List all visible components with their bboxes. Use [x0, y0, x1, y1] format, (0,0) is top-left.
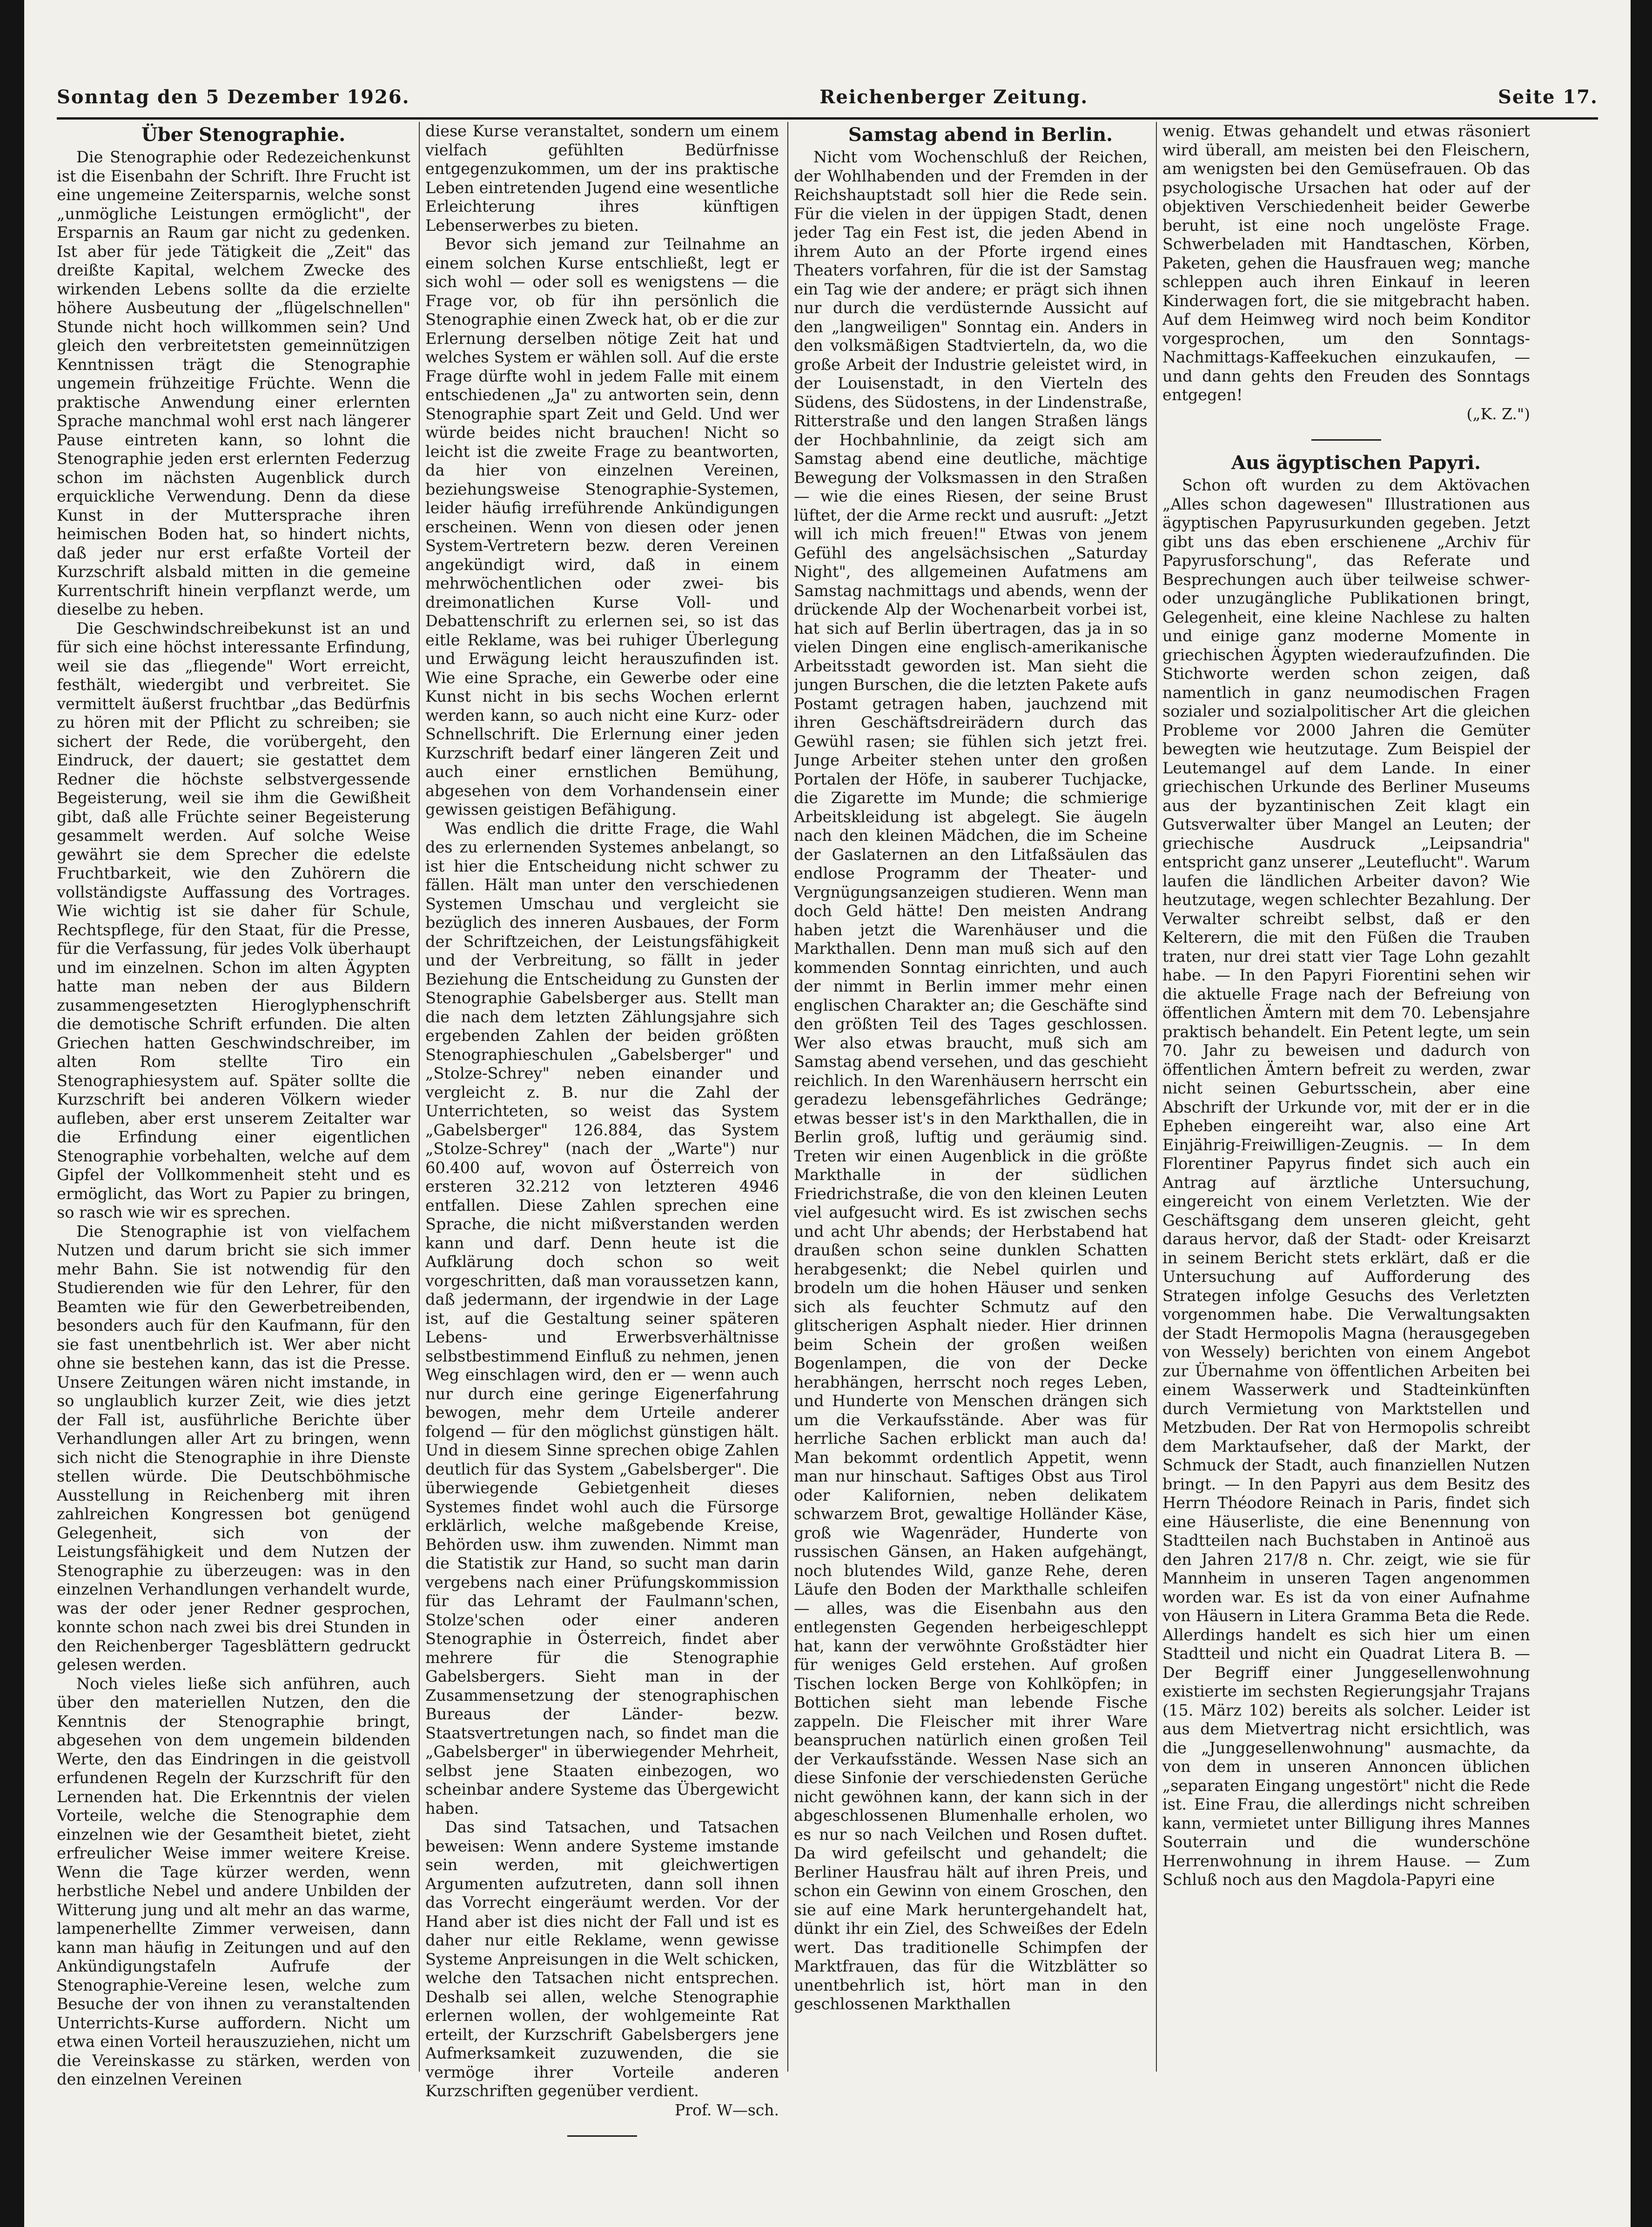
- column-divider: [787, 122, 788, 2072]
- column-2: [425, 122, 779, 2197]
- article-separator-rule: [1311, 439, 1381, 441]
- header-date: Sonntag den 5 Dezember 1926.: [57, 86, 410, 108]
- column-1: [57, 122, 410, 2197]
- byline: Prof. W—sch.: [675, 2100, 779, 2119]
- newspaper-page: [24, 0, 1631, 2227]
- column-divider: [1156, 122, 1157, 2072]
- paragraph: Die Stenographie ist von vielfachem Nutzen und darum bricht sie sich immer mehr Bahn. Sie ist notwendig für den Studierenden wie für den Lehrer, für den Beamten wie für den Gewerbetreibenden, besonders auch für den Kaufmann, für den sie fast unentbehrlich ist. Wer aber nicht ohne sie bestehen kann, das ist die Presse. Unsere Zeitungen wären nicht imstande, in so unglaublich kurzer Zeit, wie dies jetzt der Fall ist, ausführliche Berichte über Verhandlungen aller Art zu bringen, wenn sich nicht die Stenographie in ihre Dienste stellen würde. Die Deutschböhmische Ausstellung in Reichenberg mit ihren zahlreichen Kongressen bot genügend Gelegenheit, sich von der Leistungsfähigkeit und dem Nutzen der Stenographie zu überzeugen: was in den einzelnen Verhandlungen verhandelt wurde, was der oder jener Redner gesprochen, konnte schon nach zwei bis drei Stunden in den Reichenberger Tagesblättern gedruckt gelesen werden.: [57, 1222, 410, 1674]
- column-3: [794, 122, 1148, 2197]
- paragraph: Schon oft wurden zu dem Aktövachen „Alles schon dagewesen" Illustrationen aus ägyptischen Papyrusurkunden gegeben. Jetzt gibt uns das eben erschienene „Archiv für Papyrusforschung", das Referate und Besprechungen auch über teilweise schwer- oder unzugängliche Publikationen bringt, Gelegenheit, eine kleine Nachlese zu halten und einige ganz moderne Momente in griechischen Ägypten wiederaufzufinden. Die Stichworte werden schon zeigen, daß namentlich in ganz neumodischen Fragen sozialer und sozialpolitischer Art die gleichen Probleme vor 2000 Jahren die Gemüter bewegten wie heutzutage. Zum Beispiel der Leutemangel auf dem Lande. In einer griechischen Urkunde des Berliner Museums aus der byzantinischen Zeit klagt ein Gutsverwalter über Mangel an Leuten; der griechische Ausdruck „Leipsandria" entspricht ganz unserer „Leuteflucht". Warum laufen die ländlichen Arbeiter davon? Wie heutzutage, wegen schlechter Bezahlung. Der Verwalter schreibt selbst, daß er den Kelterern, die mit den Füßen die Trauben traten, nur drei statt vier Tage Lohn gezahlt habe. — In den Papyri Fiorentini sehen wir die aktuelle Frage nach der Befreiung von öffentlichen Ämtern mit dem 70. Lebensjahre praktisch behandelt. Ein Petent legte, um sein 70. Jahr zu beweisen und dadurch von öffentlichen Ämtern befreit zu werden, zwar nicht seinen Geburtsschein, aber eine Abschrift der Urkunde vor, mit der er in die Epheben eingereiht war, also eine Art Einjährig-Freiwilligen-Zeugnis. — In dem Florentiner Papyrus findet sich auch ein Antrag auf ärztliche Untersuchung, eingereicht von einem Verletzten. Wie der Geschäftsgang dem unseren gleicht, geht daraus hervor, daß der Stadt- oder Kreisarzt in seinem Bericht stets erklärt, daß er die Untersuchung auf Aufforderung des Strategen infolge Gesuchs des Verletzten vorgenommen habe. Die Verwaltungsakten der Stadt Hermopolis Magna (herausgegeben von Wessely) berichten von einem Angebot zur Übernahme von öffentlichen Arbeiten bei einem Wasserwerk und Stadteinkünften durch Vermietung von Marktstellen und Metzbuden. Der Rat von Hermopolis schreibt dem Marktaufseher, daß der Markt, der Schmuck der Stadt, auch finanziellen Nutzen bringt. — In den Papyri aus dem Besitz des Herrn Théodore Reinach in Paris, findet sich eine Häuserliste, die eine Benennung von Stadtteilen nach Buchstaben in Antinoë aus den Jahren 217/8 n. Chr. zeigt, wie sie für Mannheim in unseren Tagen angenommen worden war. Es ist da von einer Aufnahme von Häusern in Litera Gramma Beta die Rede. Allerdings handelt es sich hier um einen Stadtteil und nicht ein Quadrat Litera B. — Der Begriff einer Junggesellenwohnung existierte im sechsten Regierungsjahr Trajans (15. März 102) bereits als solcher. Leider ist aus dem Mietvertrag nicht ersichtlich, was die „Junggesellenwohnung" ausmachte, da von dem in unseren Annoncen üblichen „separaten Eingang ungestört" nicht die Rede ist. Eine Frau, die allerdings nicht schreiben kann, vermietet unter Billigung ihres Mannes Souterrain und die wunderschöne Herrenwohnung in ihrem Hause. — Zum Schluß noch aus den Magdola-Papyri eine: [1162, 476, 1530, 1889]
- paragraph: Bevor sich jemand zur Teilnahme an einem solchen Kurse entschließt, legt er sich wohl — oder soll es wenigstens — die Frage vor, ob für ihn persönlich die Stenographie einen Zweck hat, ob er die zur Erlernung derselben nötige Zeit hat und welches System er wählen soll. Auf die erste Frage dürfte wohl in jedem Falle mit einem entschiedenen „Ja" zu antworten sein, denn Stenographie spart Zeit und Geld. Und wer würde beides nicht brauchen! Nicht so leicht ist die zweite Frage zu beantworten, da hier von einzelnen Vereinen, beziehungsweise Stenographie-Systemen, leider häufig irreführende Ankündigungen erscheinen. Wenn von diesen oder jenen System-Vertretern bezw. deren Vereinen angekündigt wird, daß in einem mehrwöchentlichen oder zwei- bis dreimonatlichen Kurse Voll- und Debattenschrift zu erlernen sei, so ist das eitle Reklame, was bei ruhiger Überlegung und Erwägung leicht herauszufinden ist. Wie eine Sprache, ein Gewerbe oder eine Kunst nicht in bis sechs Wochen erlernt werden kann, so auch nicht eine Kurz- oder Schnellschrift. Die Erlernung einer jeden Kurzschrift bedarf einer längeren Zeit und auch einer ernstlichen Bemühung, abgesehen von dem Vorhandensein einer gewissen geistigen Befähigung.: [425, 235, 779, 818]
- paragraph: Die Stenographie oder Redezeichenkunst ist die Eisenbahn der Schrift. Ihre Frucht ist eine ungemeine Zeitersparnis, welche sonst „unmögliche Leistungen ermöglicht", der Ersparnis an Raum gar nicht zu gedenken. Ist aber für jede Tätigkeit die „Zeit" das dreißte Kapital, welchem Zwecke des wirkenden Lebens sollte da die erzielte höhere Ausbeutung der „flügelschnellen" Stunde nicht hoch willkommen sein? Und gleich den verbreitetsten gemeinnützigen Kenntnissen trägt die Stenographie ungemein frühzeitige Früchte. Wenn die praktische Anwendung einer erlernten Sprache manchmal wohl erst nach längerer Pause eintreten kann, so lohnt die Stenographie jeden erst erlernten Federzug schon im nächsten Augenblick durch erquickliche Verwendung. Denn da diese Kunst in der Muttersprache ihren heimischen Boden hat, so hindert nichts, daß jeder nur erst erfaßte Vorteil der Kurzschrift alsbald mitten in die gemeine Kurrentschrift hinein verpflanzt werde, um dieselbe zu heben.: [57, 148, 410, 618]
- article-title-papyri: Aus ägyptischen Papyri.: [1231, 452, 1481, 474]
- column-divider: [419, 122, 420, 2072]
- article-title-berlin: Samstag abend in Berlin.: [848, 124, 1113, 146]
- paragraph: Die Geschwindschreibekunst ist an und für sich eine höchst interessante Erfindung, weil sie das „fliegende" Wort erreicht, festhält, wiedergibt und verbreitet. Sie vermittelt äußerst fruchtbar „das Bedürfnis zu hören mit der Pflicht zu schreiben; sie sichert der Rede, die vorübergeht, den Eindruck, der dauert; sie gestattet dem Redner die höchste selbstvergessende Begeisterung, weil sie ihm die Gewißheit gibt, daß alle Früchte seiner Begeisterung gesammelt werden. Auf solche Weise gewährt sie dem Sprecher die edelste Fruchtbarkeit, wie den Zuhörern die vollständigste Auffassung des Vortrages. Wie wichtig ist sie daher für Schule, Rechtspflege, für den Staat, für die Presse, für die Verfassung, für jedes Volk überhaupt und im einzelnen. Schon im alten Ägypten hatte man neben der aus Bildern zusammengesetzten Hieroglyphenschrift die demotische Schrift erfunden. Die alten Griechen hatten Geschwindschreiber, im alten Rom stellte Tiro ein Stenographiesystem auf. Später sollte die Kurzschrift bei anderen Völkern wieder aufleben, aber erst unserem Zeitalter war die Erfindung einer eigentlichen Stenographie vorbehalten, welche auf dem Gipfel der Vollkommenheit steht und es ermöglicht, das Wort zu Papier zu bringen, so rasch wie wir es sprechen.: [57, 619, 410, 1221]
- article-end-rule: [567, 2135, 637, 2137]
- paragraph: Das sind Tatsachen, und Tatsachen beweisen: Wenn andere Systeme imstande sein werden, mit gleichwertigen Argumenten aufzutreten, dann soll ihnen das Vorrecht eingeräumt werden. Vor der Hand aber ist dies nicht der Fall und ist es daher nur eitle Reklame, wenn gewisse Systeme Anpreisungen in die Welt schicken, welche den Tatsachen nicht entsprechen. Deshalb sei allen, welche Stenographie erlernen wollen, der wohlgemeinte Rat erteilt, der Kurzschrift Gabelsbergers jene Aufmerksamkeit zuzuwenden, die sie vermöge ihrer Vorteile anderen Kurzschriften gegenüber verdient.: [425, 1818, 779, 2100]
- byline: („K. Z."): [1466, 404, 1530, 423]
- header-page-number: Seite 17.: [1498, 86, 1598, 108]
- page-header: [57, 78, 1598, 115]
- header-masthead: Reichenberger Zeitung.: [819, 86, 1088, 108]
- paragraph: Noch vieles ließe sich anführen, auch über den materiellen Nutzen, den die Kenntnis der Stenographie bringt, abgesehen von dem ungemein bildenden Werte, den das Eindringen in die geistvoll erfundenen Regeln der Kurzschrift für den Lernenden hat. Die Erkenntnis der vielen Vorteile, welche die Stenographie dem einzelnen wie der Gesamtheit bietet, zieht erfreulicher Weise immer weitere Kreise. Wenn die Tage kürzer werden, wenn herbstliche Nebel und andere Unbilden der Witterung jung und alt mehr an das warme, lampenerhellte Zimmer verweisen, dann kann man häufig in Zeitungen und auf den Ankündigungstafeln Aufrufe der Stenographie-Vereine lesen, welche zum Besuche der von ihnen zu veranstaltenden Unterrichts-Kurse auffordern. Nicht um etwa einen Vorteil herauszuziehen, nicht um die Vereinskasse zu stärken, werden von den einzelnen Vereinen: [57, 1674, 410, 2088]
- paragraph: Was endlich die dritte Frage, die Wahl des zu erlernenden Systemes anbelangt, so ist hier die Entscheidung nicht schwer zu fällen. Hält man unter den verschiedenen Systemen Umschau und vergleicht sie bezüglich des inneren Ausbaues, der Form der Schriftzeichen, der Leistungsfähigkeit und der Verbreitung, so fällt in jeder Beziehung die Entscheidung zu Gunsten der Stenographie Gabelsberger aus. Stellt man die nach dem letzten Zählungsjahre sich ergebenden Zahlen der beiden größten Stenographieschulen „Gabelsberger" und „Stolze-Schrey" neben einander und vergleicht z. B. nur die Zahl der Unterrichteten, so weist das System „Gabelsberger" 126.884, das System „Stolze-Schrey" (nach der „Warte") nur 60.400 auf, wovon auf Österreich von ersteren 32.212 von letzteren 4946 entfallen. Diese Zahlen sprechen eine Sprache, die nicht mißverstanden werden kann und darf. Denn heute ist die Aufklärung doch schon so weit vorgeschritten, daß man voraussetzen kann, daß jedermann, der irgendwie in der Lage ist, auf die Gestaltung seiner späteren Lebens- und Erwerbsverhältnisse selbstbestimmend Einfluß zu nehmen, jenen Weg einschlagen wird, den er — wenn auch nur durch eine geringe Eigenerfahrung bewogen, mehr dem Urteile anderer folgend — für den möglichst günstigen hält. Und in diesem Sinne sprechen obige Zahlen deutlich für das System „Gabelsberger". Die überwiegende Gebietgenheit dieses Systemes findet wohl auch die Fürsorge erklärlich, welche maßgebende Kreise, Behörden usw. ihm zuwenden. Nimmt man die Statistik zur Hand, so sucht man darin vergebens nach einer Prüfungskommission für das Lehramt der Faulmann'schen, Stolze'schen oder einer anderen Stenographie in Österreich, findet aber mehrere für die Stenographie Gabelsbergers. Sieht man in der Zusammensetzung der stenographischen Bureaus der Länder- bezw. Staatsvertretungen nach, so findet man die „Gabelsberger" in überwiegender Mehrheit, selbst jene Staaten einbezogen, wo scheinbar andere Systeme das Übergewicht haben.: [425, 819, 779, 1818]
- paragraph: wenig. Etwas gehandelt und etwas räsoniert wird überall, am meisten bei den Fleischern, am wenigsten bei den Gemüsefrauen. Ob das psychologische Ursachen hat oder auf der objektiven Verschiedenheit beider Gewerbe beruht, ist eine noch ungelöste Frage. Schwerbeladen mit Handtaschen, Körben, Paketen, gehen die Hausfrauen weg; manche schleppen auch ihren Einkauf in leeren Kinderwagen fort, die sie mitgebracht haben. Auf dem Heimweg wird noch beim Konditor vorgesprochen, um den Sonntags-Nachmittags-Kaffeekuchen einzukaufen, — und dann gehts den Freuden des Sonntags entgegen!: [1162, 122, 1530, 404]
- article-title-stenographie: Über Stenographie.: [141, 124, 346, 146]
- paragraph: Nicht vom Wochenschluß der Reichen, der Wohlhabenden und der Fremden in der Reichshauptstadt soll hier die Rede sein. Für die vielen in der üppigen Stadt, denen jeder Tag ein Fest ist, die jeden Abend in ihrem Auto an der Pforte irgend eines Theaters vorfahren, für die ist der Samstag ein Tag wie der andere; er prägt sich ihnen nur durch die verdüsternde Aussicht auf den „langweiligen" Sonntag ein. Anders in den volksmäßigen Stadtvierteln, da, wo die große Arbeit der Industrie geleistet wird, in der Louisenstadt, in den Vierteln des Südens, des Südostens, in der Lindenstraße, Ritterstraße und den langen Straßen längs der Hochbahnlinie, da zeigt sich am Samstag abend eine deutliche, mächtige Bewegung der Volksmassen in den Straßen — wie die eines Riesen, der seine Brust lüftet, der die Arme reckt und ausruft: „Jetzt will ich mich freuen!" Etwas von jenem Gefühl des angelsächsischen „Saturday Night", des allgemeinen Aufatmens am Samstag nachmittags und abends, wenn der drückende Alp der Wochenarbeit vorbei ist, hat sich auf Berlin übertragen, das ja in so vielen Dingen eine englisch-amerikanische Arbeitsstadt geworden ist. Man sieht die jungen Burschen, die die letzten Pakete aufs Postamt getragen haben, jauchzend mit ihren Geschäftsdreirädern durch das Gewühl rasen; sie fühlen sich jetzt frei. Junge Arbeiter stehen unter den großen Portalen der Höfe, in sauberer Tuchjacke, die Zigarette im Munde; die schmierige Arbeitskleidung ist abgelegt. Sie äugeln nach den kleinen Mädchen, die im Scheine der Gaslaternen an den Litfaßsäulen das endlose Programm der Theater- und Vergnügungsanzeigen studieren. Wenn man doch Geld hätte! Den meisten Andrang haben jetzt die Warenhäuser und die Markthallen. Denn man muß sich auf den kommenden Sonntag einrichten, und auch der nimmt in Berlin immer mehr einen englischen Charakter an; die Geschäfte sind den größten Teil des Tages geschlossen. Wer also etwas braucht, muß sich am Samstag abend versehen, und das geschieht reichlich. In den Warenhäusern herrscht ein geradezu lebensgefährliches Gedränge; etwas besser ist's in den Markthallen, die in Berlin groß, luftig und geräumig sind. Treten wir einen Augenblick in die größte Markthalle in der südlichen Friedrichstraße, die von den kleinen Leuten viel aufgesucht wird. Es ist zwischen sechs und acht Uhr abends; der Herbstabend hat draußen schon seine dunklen Schatten herabgesenkt; die Nebel quirlen und brodeln um die hohen Häuser und senken sich als feuchter Schmutz auf den glitscherigen Asphalt nieder. Hier drinnen beim Schein der großen weißen Bogenlampen, die von der Decke herabhängen, herrscht noch reges Leben, und Hunderte von Menschen drängen sich um die Verkaufsstände. Aber was für herrliche Sachen erblickt man auch da! Man bekommt ordentlich Appetit, wenn man nur hinschaut. Saftiges Obst aus Tirol oder Kalifornien, neben delikatem schwarzem Brot, gewaltige Holländer Käse, groß wie Wagenräder, Hunderte von russischen Gänsen, an Haken aufgehängt, noch blutendes Wild, ganze Rehe, deren Läufe den Boden der Markthalle schleifen — alles, was die Eisenbahn aus den entlegensten Gegenden herbeigeschleppt hat, kann der verwöhnte Großstädter hier für weniges Geld erstehen. Auf großen Tischen locken Berge von Kohlköpfen; in Bottichen sieht man lebende Fische zappeln. Die Fleischer mit ihrer Ware beanspruchen natürlich einen großen Teil der Verkaufsstände. Wessen Nase sich an diese Sinfonie der verschiedensten Gerüche nicht gewöhnen kann, der kann sich in der abgeschlossenen Blumenhalle erholen, wo es nur so nach Veilchen und Rosen duftet. Da wird gefeilscht und gehandelt; die Berliner Hausfrau hält auf ihren Preis, und schon ein Gewinn von einem Groschen, den sie auf eine Mark heruntergehandelt hat, dünkt ihr ein Ziel, des Schweißes der Edeln wert. Das traditionelle Schimpfen der Marktfrauen, das für die Witzblätter so unentbehrlich ist, hört man in den geschlossenen Markthallen: [794, 148, 1148, 2013]
- paragraph: diese Kurse veranstaltet, sondern um einem vielfach gefühlten Bedürfnisse entgegenzukommen, um der ins praktische Leben eintretenden Jugend eine wesentliche Erleichterung ihres künftigen Lebenserwerbes zu bieten.: [425, 122, 779, 235]
- column-4: [1162, 122, 1530, 2197]
- header-rule: [57, 117, 1598, 120]
